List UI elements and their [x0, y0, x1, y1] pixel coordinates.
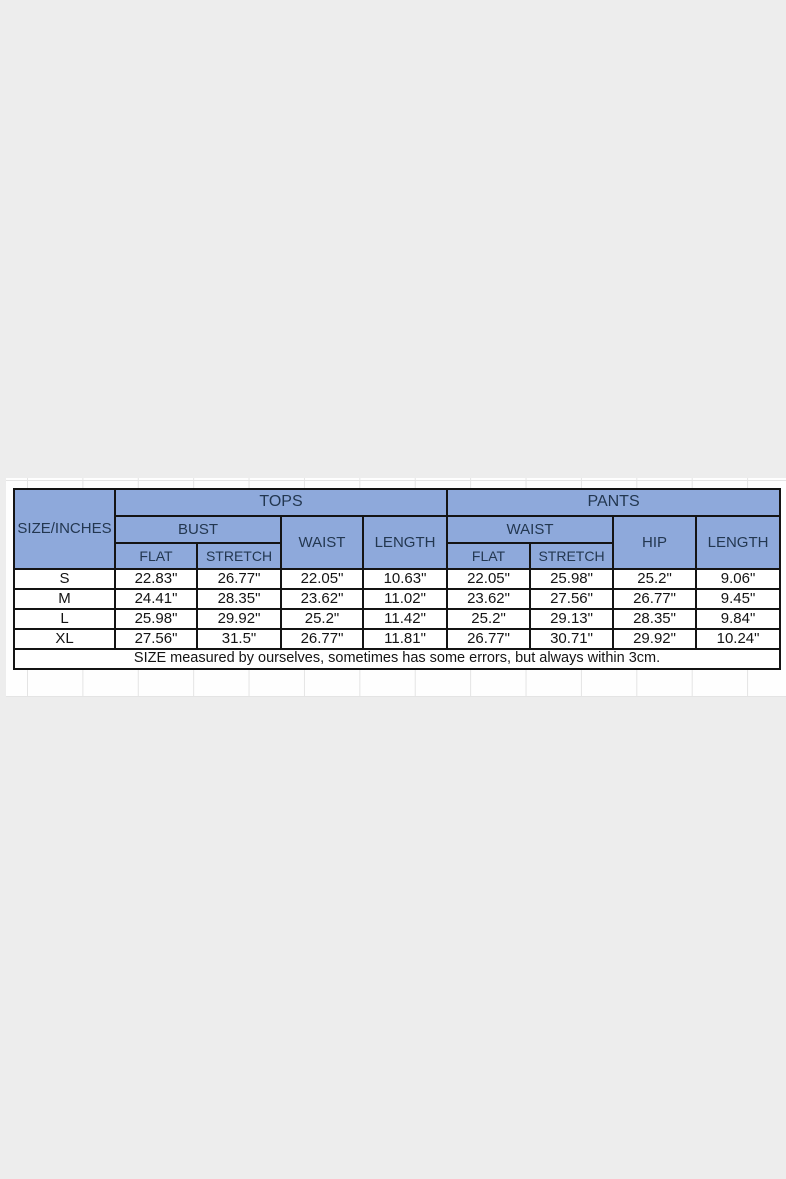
table-row-l: [14, 609, 780, 629]
value-cell: 29.92": [613, 629, 696, 649]
value-cell: 27.56": [115, 629, 197, 649]
value-cell: 23.62": [281, 589, 363, 609]
value-cell: 11.42": [363, 609, 447, 629]
header-bust-flat: FLAT: [115, 543, 197, 569]
value-cell: 23.62": [447, 589, 530, 609]
value-cell: 26.77": [613, 589, 696, 609]
value-cell: 9.45": [696, 589, 780, 609]
header-pants-waist-stretch: STRETCH: [530, 543, 613, 569]
value-cell: 26.77": [447, 629, 530, 649]
value-cell: 10.63": [363, 569, 447, 589]
value-cell: 25.98": [530, 569, 613, 589]
value-cell: 25.98": [115, 609, 197, 629]
size-cell: S: [14, 569, 115, 589]
header-row-groups: [14, 489, 780, 516]
header-pants-waist-flat: FLAT: [447, 543, 530, 569]
value-cell: 28.35": [613, 609, 696, 629]
header-pants-waist: WAIST: [447, 516, 613, 543]
value-cell: 22.83": [115, 569, 197, 589]
size-cell: M: [14, 589, 115, 609]
value-cell: 10.24": [696, 629, 780, 649]
value-cell: 22.05": [447, 569, 530, 589]
value-cell: 29.13": [530, 609, 613, 629]
value-cell: 26.77": [281, 629, 363, 649]
value-cell: 26.77": [197, 569, 281, 589]
header-bust-stretch: STRETCH: [197, 543, 281, 569]
header-row-measures: [14, 516, 780, 543]
size-chart-table: [13, 488, 781, 670]
header-pants-length: LENGTH: [696, 516, 780, 569]
header-tops: TOPS: [115, 489, 447, 516]
value-cell: 30.71": [530, 629, 613, 649]
table-footnote: SIZE measured by ourselves, sometimes has some errors, but always within 3cm.: [14, 649, 780, 669]
value-cell: 27.56": [530, 589, 613, 609]
value-cell: 9.06": [696, 569, 780, 589]
table-row-s: [14, 569, 780, 589]
value-cell: 31.5": [197, 629, 281, 649]
value-cell: 11.02": [363, 589, 447, 609]
header-tops-waist: WAIST: [281, 516, 363, 569]
header-pants: PANTS: [447, 489, 780, 516]
table-row-m: [14, 589, 780, 609]
value-cell: 25.2": [613, 569, 696, 589]
footnote-row: [14, 649, 780, 669]
size-cell: L: [14, 609, 115, 629]
value-cell: 25.2": [281, 609, 363, 629]
header-size-inches: SIZE/INCHES: [14, 489, 115, 569]
header-bust: BUST: [115, 516, 281, 543]
value-cell: 22.05": [281, 569, 363, 589]
value-cell: 24.41": [115, 589, 197, 609]
size-cell: XL: [14, 629, 115, 649]
value-cell: 29.92": [197, 609, 281, 629]
value-cell: 9.84": [696, 609, 780, 629]
value-cell: 11.81": [363, 629, 447, 649]
table-row-xl: [14, 629, 780, 649]
header-hip: HIP: [613, 516, 696, 569]
value-cell: 28.35": [197, 589, 281, 609]
value-cell: 25.2": [447, 609, 530, 629]
header-tops-length: LENGTH: [363, 516, 447, 569]
